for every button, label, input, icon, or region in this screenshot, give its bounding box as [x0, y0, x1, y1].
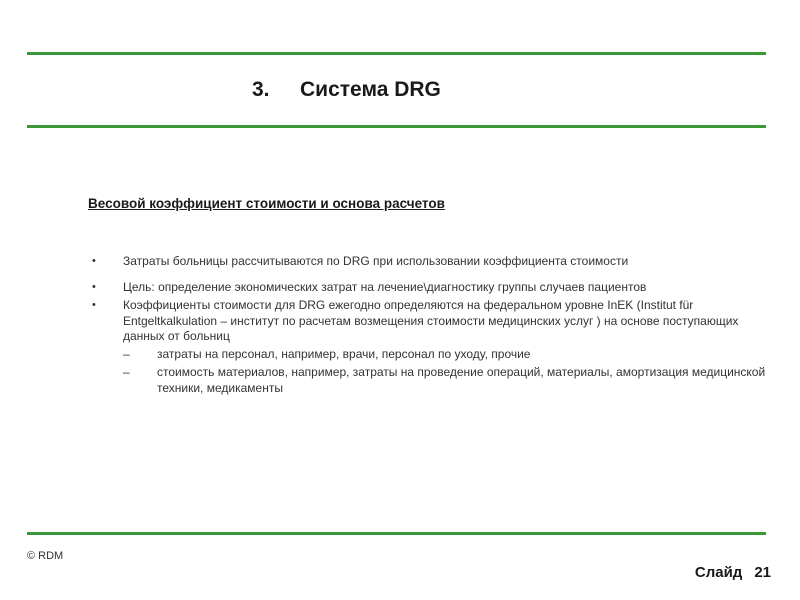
sub-bullet-list: [123, 347, 772, 397]
slide-number: [695, 564, 771, 581]
slide-title: [252, 78, 441, 102]
bullet-marker: •: [92, 299, 96, 311]
bullet-item: [92, 298, 772, 396]
slide-subtitle: Весовой коэффициент стоимости и основа расчетов: [88, 196, 445, 211]
sub-bullet-marker: –: [123, 365, 130, 379]
bullet-list: [92, 254, 772, 406]
bullet-item: [92, 254, 772, 270]
bullet-text: Коэффициенты стоимости для DRG ежегодно определяются на федеральном уровне InEK (Institut für Entgeltkalkulation – институт по расчетам возмещения стоимости медицинских услуг ) на основе поступающих данных от больниц: [123, 298, 739, 343]
bullet-text: Затраты больницы рассчитываются по DRG при использовании коэффициента стоимости: [123, 254, 629, 268]
sub-bullet-text: затраты на персонал, например, врачи, персонал по уходу, прочие: [157, 346, 531, 361]
slide-number-value: 21: [754, 564, 771, 581]
copyright-text: © RDM: [27, 550, 64, 562]
title-number: 3.: [252, 78, 270, 101]
bullet-marker: •: [92, 255, 96, 267]
footer-divider: [27, 532, 766, 535]
bullet-item: [92, 280, 772, 296]
sub-bullet-item: [123, 347, 772, 363]
sub-bullet-text: стоимость материалов, например, затраты на проведение операций, материалы, амортизация медицинской техники, медикаменты: [157, 365, 766, 395]
bullet-text: Цель: определение экономических затрат на лечение\диагностику группы случаев пациентов: [123, 279, 647, 294]
sub-bullet-item: [123, 365, 772, 396]
title-text: Система DRG: [300, 78, 441, 101]
sub-bullet-marker: –: [123, 346, 130, 361]
title-divider: [27, 125, 766, 128]
top-divider: [27, 52, 766, 55]
bullet-marker: •: [92, 280, 96, 293]
slide-label: Слайд: [694, 564, 743, 581]
